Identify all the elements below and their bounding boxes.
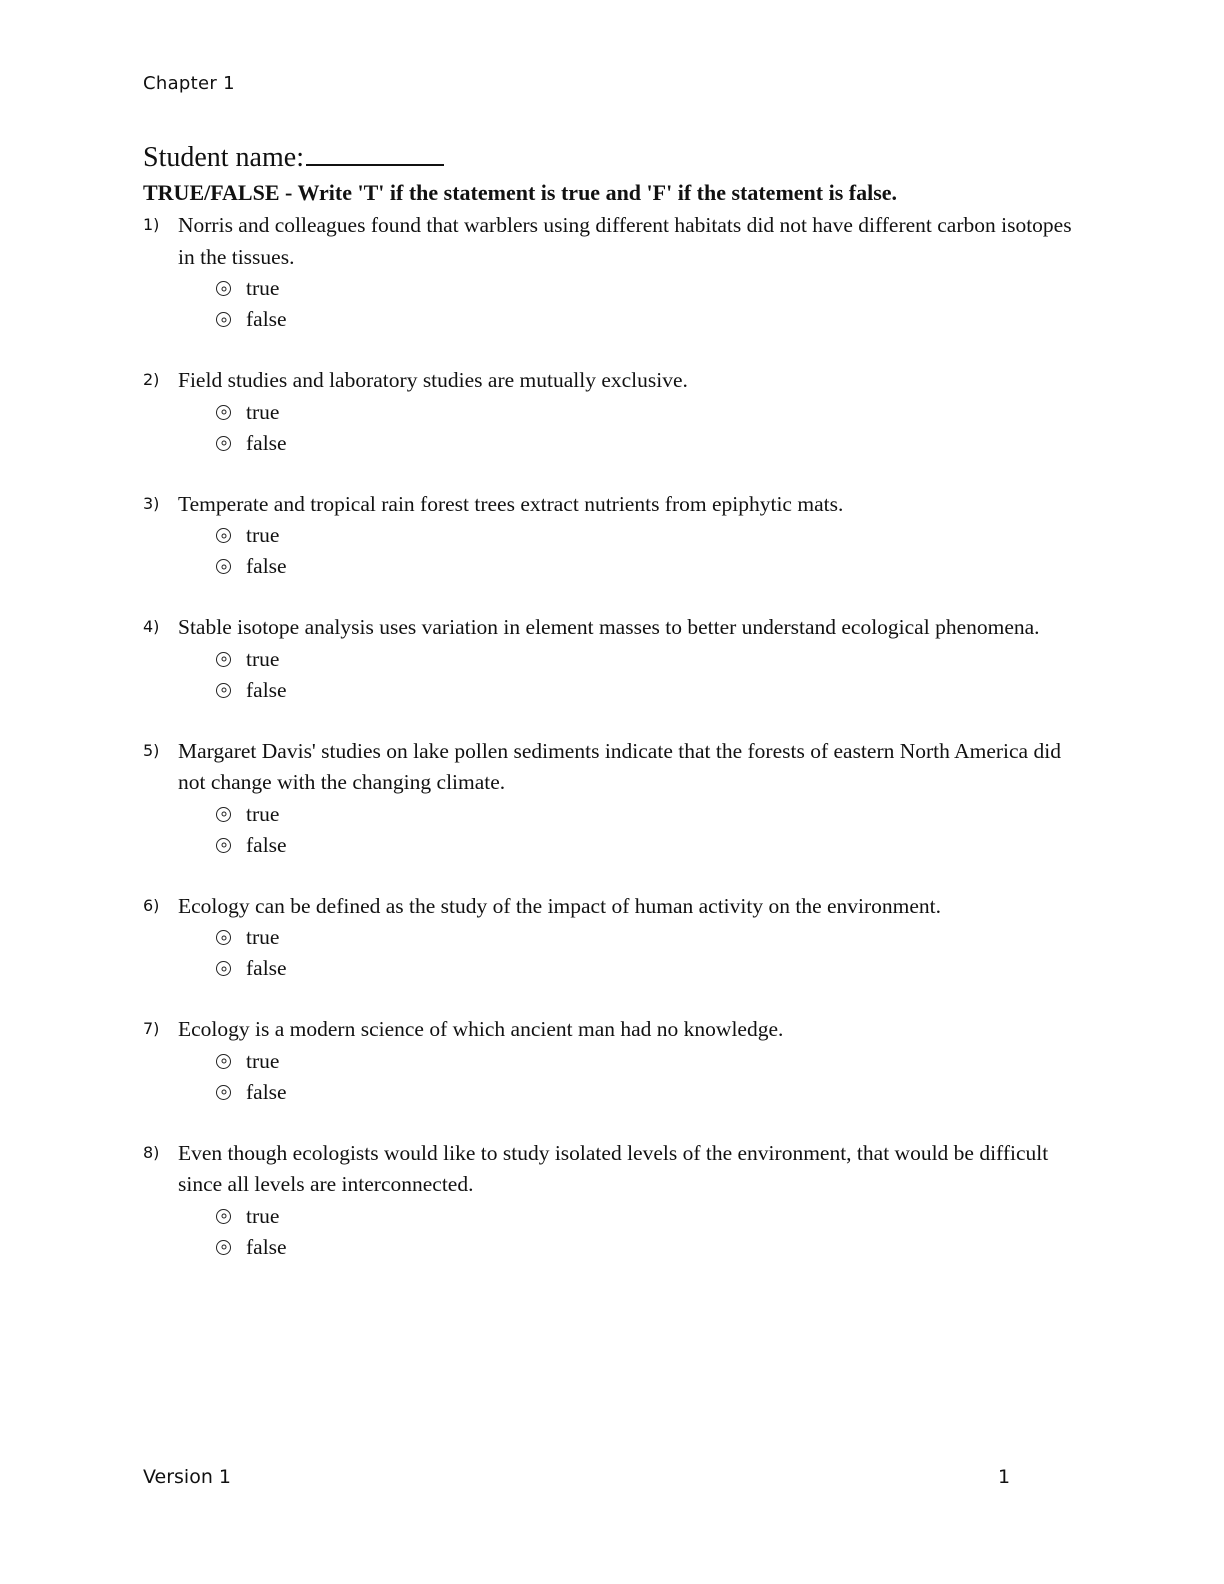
option-label: true xyxy=(246,801,280,826)
option-true[interactable] xyxy=(216,520,1073,551)
option-true[interactable] xyxy=(216,397,1073,428)
radio-icon[interactable] xyxy=(216,961,231,976)
option-label: false xyxy=(246,1079,287,1104)
footer-page-number: 1 xyxy=(998,1466,1011,1488)
question-6 xyxy=(143,891,1073,985)
answer-options xyxy=(216,520,1073,582)
question-text: Ecology is a modern science of which ancient man had no knowledge. xyxy=(178,1017,784,1041)
answer-options xyxy=(216,1201,1073,1263)
option-label: true xyxy=(246,1203,280,1228)
question-number: 1) xyxy=(143,215,160,234)
question-8 xyxy=(143,1138,1073,1263)
question-5 xyxy=(143,736,1073,861)
question-number: 6) xyxy=(143,895,160,915)
question-4 xyxy=(143,612,1073,706)
radio-icon[interactable] xyxy=(216,1209,231,1224)
question-number: 5) xyxy=(143,740,160,760)
option-label: false xyxy=(246,1234,287,1259)
radio-icon[interactable] xyxy=(216,1240,231,1255)
question-number: 2) xyxy=(143,370,160,389)
question-number: 8) xyxy=(143,1142,160,1162)
option-false[interactable] xyxy=(216,1232,1073,1263)
option-label: false xyxy=(246,554,287,578)
option-true[interactable] xyxy=(216,1046,1073,1077)
question-number: 3) xyxy=(143,493,160,513)
answer-options xyxy=(216,799,1073,861)
chapter-header: Chapter 1 xyxy=(143,73,235,94)
option-label: true xyxy=(246,523,280,547)
option-false[interactable] xyxy=(216,551,1073,582)
option-label: true xyxy=(246,1048,280,1073)
option-label: false xyxy=(246,832,287,857)
option-false[interactable] xyxy=(216,830,1073,861)
radio-icon[interactable] xyxy=(216,652,231,667)
question-number: 4) xyxy=(143,617,160,636)
radio-icon[interactable] xyxy=(216,683,231,698)
question-1 xyxy=(143,210,1073,335)
answer-options xyxy=(216,397,1073,459)
question-text: Ecology can be defined as the study of the impact of human activity on the environment. xyxy=(178,893,942,918)
question-text: Even though ecologists would like to study isolated levels of the environment, that would be difficult since all levels are interconnected. xyxy=(178,1140,1049,1196)
option-true[interactable] xyxy=(216,273,1073,304)
question-3 xyxy=(143,489,1073,583)
option-true[interactable] xyxy=(216,644,1073,675)
option-label: false xyxy=(246,307,287,331)
option-false[interactable] xyxy=(216,1077,1073,1108)
option-label: false xyxy=(246,430,287,455)
radio-icon[interactable] xyxy=(216,528,231,543)
question-text: Field studies and laboratory studies are mutually exclusive. xyxy=(178,368,688,392)
question-text: Stable isotope analysis uses variation in element masses to better understand ecological phenomena. xyxy=(178,615,1040,639)
question-text: Norris and colleagues found that warblers using different habitats did not have different carbon isotopes in the tissues. xyxy=(178,213,1072,269)
option-false[interactable] xyxy=(216,428,1073,459)
radio-icon[interactable] xyxy=(216,281,231,296)
instructions: TRUE/FALSE - Write 'T' if the statement is true and 'F' if the statement is false. xyxy=(143,180,898,205)
option-label: true xyxy=(246,925,280,949)
footer-version: Version 1 xyxy=(143,1466,231,1488)
answer-options xyxy=(216,273,1073,335)
option-label: false xyxy=(246,956,287,980)
question-2 xyxy=(143,365,1073,459)
question-list xyxy=(143,210,1073,1293)
radio-icon[interactable] xyxy=(216,405,231,420)
student-name-blank[interactable] xyxy=(306,140,444,166)
radio-icon[interactable] xyxy=(216,838,231,853)
option-false[interactable] xyxy=(216,304,1073,335)
question-text: Temperate and tropical rain forest trees extract nutrients from epiphytic mats. xyxy=(178,491,844,516)
option-false[interactable] xyxy=(216,953,1073,984)
radio-icon[interactable] xyxy=(216,1085,231,1100)
answer-options xyxy=(216,644,1073,706)
radio-icon[interactable] xyxy=(216,930,231,945)
option-label: false xyxy=(246,677,287,702)
question-number: 7) xyxy=(143,1019,160,1038)
option-true[interactable] xyxy=(216,799,1073,830)
radio-icon[interactable] xyxy=(216,436,231,451)
answer-options xyxy=(216,1046,1073,1108)
question-7 xyxy=(143,1014,1073,1108)
option-true[interactable] xyxy=(216,922,1073,953)
question-text: Margaret Davis' studies on lake pollen sediments indicate that the forests of eastern North America did not change with the changing climate. xyxy=(178,738,1061,794)
option-label: true xyxy=(246,276,280,300)
student-name-line xyxy=(143,140,444,174)
option-false[interactable] xyxy=(216,675,1073,706)
option-label: true xyxy=(246,399,280,424)
answer-options xyxy=(216,922,1073,984)
radio-icon[interactable] xyxy=(216,1054,231,1069)
option-true[interactable] xyxy=(216,1201,1073,1232)
radio-icon[interactable] xyxy=(216,807,231,822)
student-name-label: Student name: xyxy=(143,142,304,173)
radio-icon[interactable] xyxy=(216,559,231,574)
radio-icon[interactable] xyxy=(216,312,231,327)
option-label: true xyxy=(246,646,280,671)
